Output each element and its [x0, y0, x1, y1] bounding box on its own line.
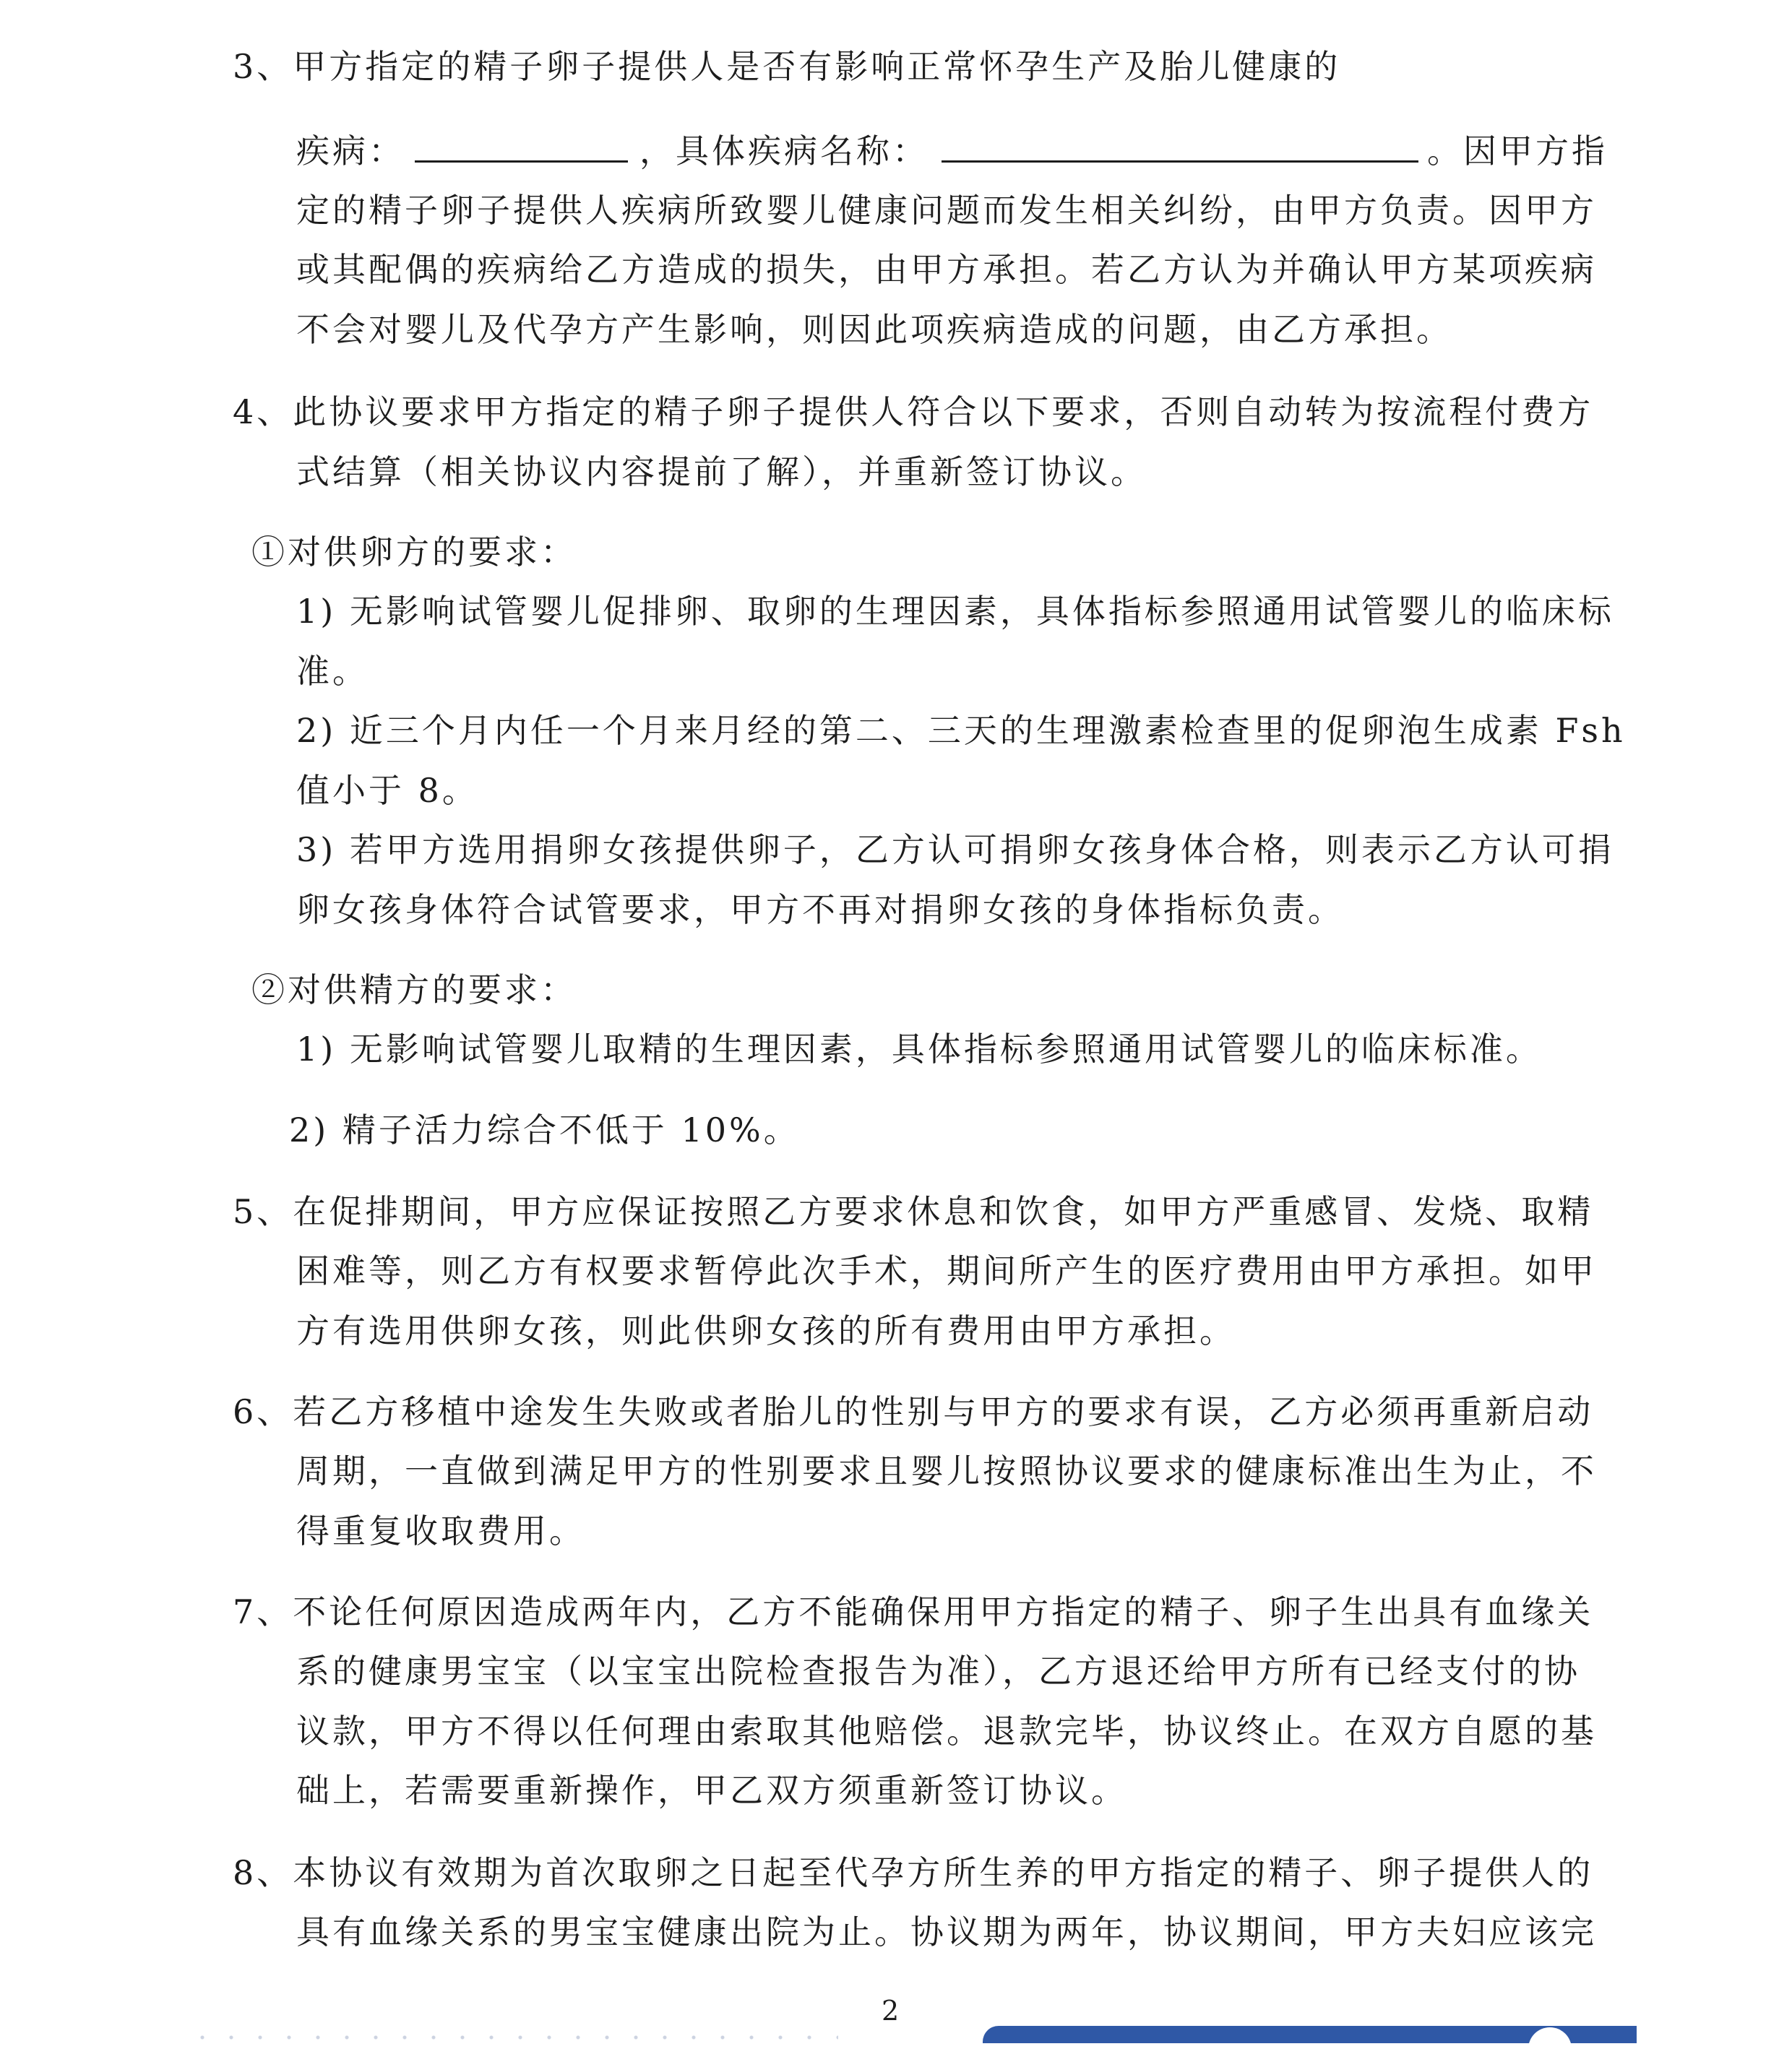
egg-req-3-line-1: 3) 若甲方选用捐卵女孩提供卵子，乙方认可捐卵女孩身体合格，则表示乙方认可捐 [296, 830, 1614, 869]
clause-7-line-4: 础上，若需要重新操作，甲乙双方须重新签订协议。 [296, 1771, 1127, 1810]
clause-5-line-2: 困难等，则乙方有权要求暂停此次手术，期间所产生的医疗费用由甲方承担。如甲 [296, 1251, 1597, 1290]
disease-name-label: ，具体疾病名称： [639, 131, 929, 171]
clause-8-line-2: 具有血缘关系的男宝宝健康出院为止。协议期为两年，协议期间，甲方夫妇应该完 [296, 1912, 1597, 1951]
clause-5-line-3: 方有选用供卵女孩，则此供卵女孩的所有费用由甲方承担。 [296, 1311, 1236, 1350]
egg-donor-heading: ①对供卵方的要求： [251, 532, 577, 571]
disease-label: 疾病： [296, 131, 405, 171]
clause-6-line-2: 周期，一直做到满足甲方的性别要求且婴儿按照协议要求的健康标准出生为止，不 [296, 1451, 1597, 1491]
footer-band [983, 2026, 1637, 2043]
egg-req-2-line-2: 值小于 8。 [296, 771, 478, 810]
clause-3-line-2 [296, 129, 1608, 173]
clause-3-line-5: 不会对婴儿及代孕方产生影响，则因此项疾病造成的问题，由乙方承担。 [296, 310, 1452, 349]
egg-req-1-line-2: 准。 [296, 652, 369, 691]
clause-4-line-2: 式结算（相关协议内容提前了解），并重新签订协议。 [296, 452, 1147, 491]
egg-req-3-line-2: 卵女孩身体符合试管要求，甲方不再对捐卵女孩的身体指标负责。 [296, 890, 1344, 929]
clause-5-line-1: 5、在促排期间，甲方应保证按照乙方要求休息和饮食，如甲方严重感冒、发烧、取精 [233, 1192, 1594, 1231]
clause-6-line-3: 得重复收取费用。 [296, 1511, 585, 1550]
egg-req-2-line-1: 2) 近三个月内任一个月来月经的第二、三天的生理激素检查里的促卵泡生成素 Fsh [296, 711, 1626, 750]
clause-7-line-1: 7、不论任何原因造成两年内，乙方不能确保用甲方指定的精子、卵子生出具有血缘关 [233, 1592, 1594, 1631]
sperm-donor-heading: ②对供精方的要求： [251, 970, 577, 1009]
clause-3-line-1: 3、甲方指定的精子卵子提供人是否有影响正常怀孕生产及胎儿健康的 [233, 47, 1341, 86]
sperm-req-1: 1) 无影响试管婴儿取精的生理因素，具体指标参照通用试管婴儿的临床标准。 [296, 1030, 1542, 1069]
page-number: 2 [882, 1995, 900, 2027]
clause-3-line-4: 或其配偶的疾病给乙方造成的损失，由甲方承担。若乙方认为并确认甲方某项疾病 [296, 250, 1597, 289]
egg-req-1-line-1: 1) 无影响试管婴儿促排卵、取卵的生理因素，具体指标参照通用试管婴儿的临床标 [296, 592, 1614, 631]
sperm-req-2: 2) 精子活力综合不低于 10%。 [289, 1110, 800, 1149]
disease-blank-field[interactable] [415, 129, 628, 163]
clause-4-line-1: 4、此协议要求甲方指定的精子卵子提供人符合以下要求，否则自动转为按流程付费方 [233, 392, 1594, 431]
clause-6-line-1: 6、若乙方移植中途发生失败或者胎儿的性别与甲方的要求有误，乙方必须再重新启动 [233, 1392, 1594, 1431]
clause-7-line-2: 系的健康男宝宝（以宝宝出院检查报告为准），乙方退还给甲方所有已经支付的协 [296, 1652, 1580, 1691]
clause-3-line-2-tail: 。因甲方指 [1427, 131, 1608, 171]
footer-decoration [188, 2032, 838, 2043]
disease-name-blank-field[interactable] [942, 129, 1418, 163]
clause-8-line-1: 8、本协议有效期为首次取卵之日起至代孕方所生养的甲方指定的精子、卵子提供人的 [233, 1853, 1594, 1892]
clause-7-line-3: 议款，甲方不得以任何理由索取其他赔偿。退款完毕，协议终止。在双方自愿的基 [296, 1712, 1597, 1751]
clause-3-line-3: 定的精子卵子提供人疾病所致婴儿健康问题而发生相关纠纷，由甲方负责。因甲方 [296, 191, 1597, 230]
